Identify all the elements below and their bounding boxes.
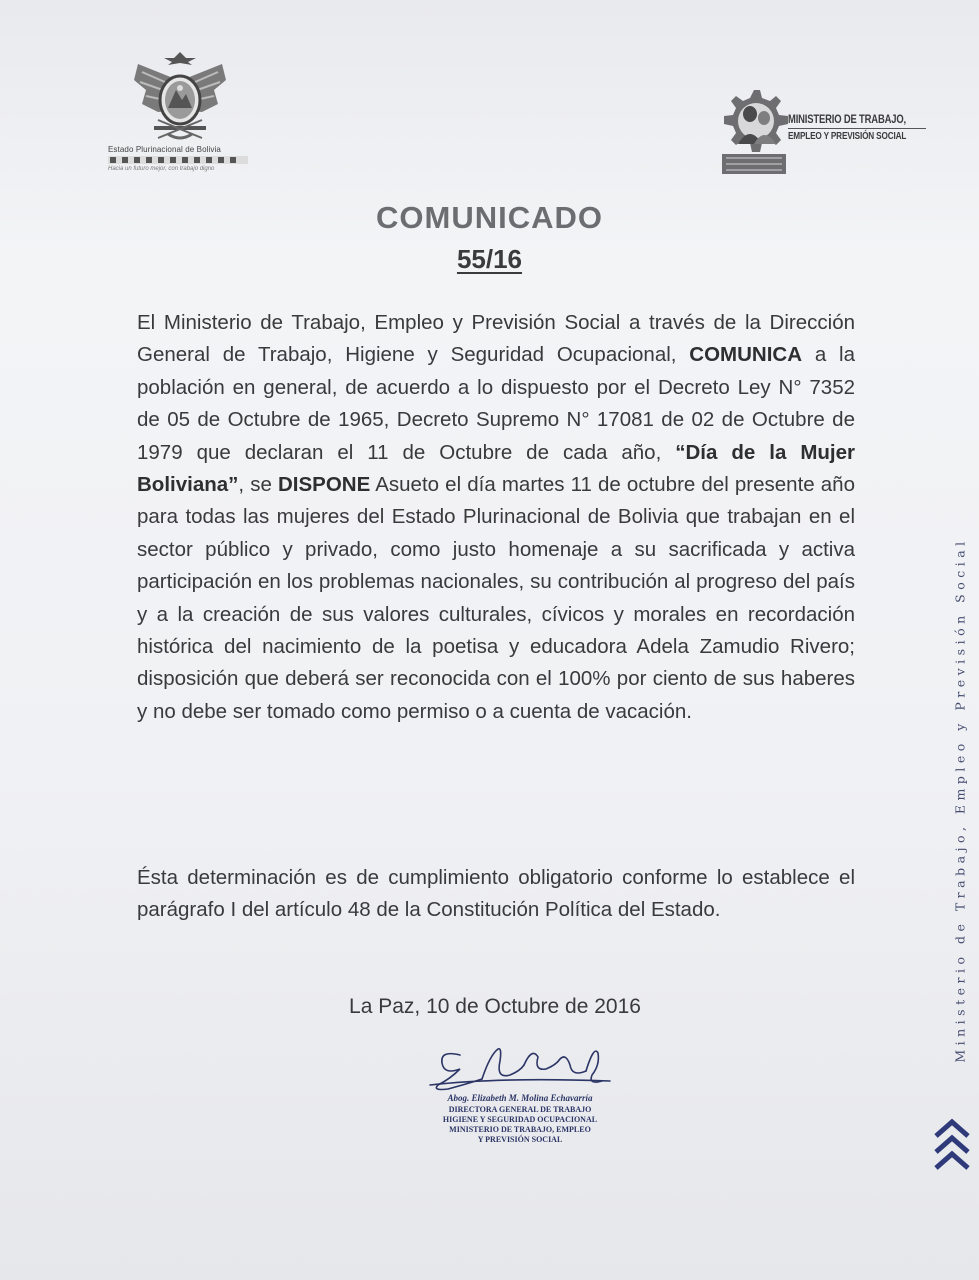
closing-paragraph: Ésta determinación es de cumplimiento obligatorio conforme lo establece el parágrafo I del artículo 48 de la Constitución Política del Estado.: [137, 866, 855, 922]
signature-block: [420, 1035, 620, 1160]
document-number: [0, 244, 979, 275]
comunica-emphasis: COMUNICA: [689, 343, 803, 367]
ministry-name-line-1: MINISTERIO DE TRABAJO,: [788, 114, 906, 126]
dispone-emphasis: DISPONE: [277, 473, 371, 497]
signatory-title-line-4: Y PREVISIÓN SOCIAL: [477, 1135, 563, 1144]
main-paragraph: [137, 307, 855, 728]
signatory-title-line-1: DIRECTORA GENERAL DE TRABAJO: [448, 1105, 592, 1114]
paragraph-text: Asueto el día martes 11 de octubre del presente año para todas las mujeres del Estado Plurinacional de Bolivia que trabajan en el sector público y privado, como justo homenaje a su sacrificada y activa participación en los problemas nacionales, su contribución al progreso del país y a la creación de sus valores culturales, cívicos y morales en recordación histórica del nacimiento de la poetisa y educadora Adela Zamudio Rivero; disposición que deberá ser reconocida con el 100% por ciento de sus haberes y no debe ser tomado como permiso o a cuenta de vacación.: [137, 473, 855, 723]
signatory-name: Abog. Elizabeth M. Molina Echavarría: [447, 1093, 593, 1103]
wiphala-stripe-icon: [108, 156, 248, 164]
document-title: COMUNICADO: [376, 200, 603, 235]
ministry-header: [718, 84, 933, 184]
document-number-text: 55/16: [456, 244, 523, 274]
state-name: Estado Plurinacional de Bolivia: [108, 145, 221, 154]
holiday-name-emphasis: “Día de la Mujer Boliviana”: [137, 440, 855, 497]
state-motto: Hacia un futuro mejor, con trabajo digno: [108, 166, 215, 172]
vertical-ministry-text: Ministerio de Trabajo, Empleo y Previsión Social: [952, 537, 968, 1063]
gear-workers-logo-icon: [718, 84, 790, 180]
paragraph-text: a la población en general, de acuerdo a lo dispuesto por el Decreto Ley N° 7352 de 05 de Octubre de 1965, Decreto Supremo N° 17081 de 02 de Octubre de 1979 que declaran el 11 de Octubre de cada año,: [137, 343, 856, 464]
date-line: La Paz, 10 de Octubre de 2016: [349, 995, 641, 1018]
paragraph-text: , se: [238, 473, 278, 497]
signatory-title-line-3: MINISTERIO DE TRABAJO, EMPLEO: [449, 1125, 591, 1134]
bolivia-coat-of-arms-icon: [128, 50, 232, 144]
ministry-divider: [788, 128, 926, 129]
paragraph-text: El Ministerio de Trabajo, Empleo y Previsión Social a través de la Dirección General de Trabajo, Higiene y Seguridad Ocupacional,: [137, 311, 855, 367]
ministry-name-line-2: EMPLEO Y PREVISIÓN SOCIAL: [788, 131, 907, 142]
chevron-up-icon: [932, 1118, 972, 1174]
signatory-title-line-2: HIGIENE Y SEGURIDAD OCUPACIONAL: [442, 1115, 598, 1124]
